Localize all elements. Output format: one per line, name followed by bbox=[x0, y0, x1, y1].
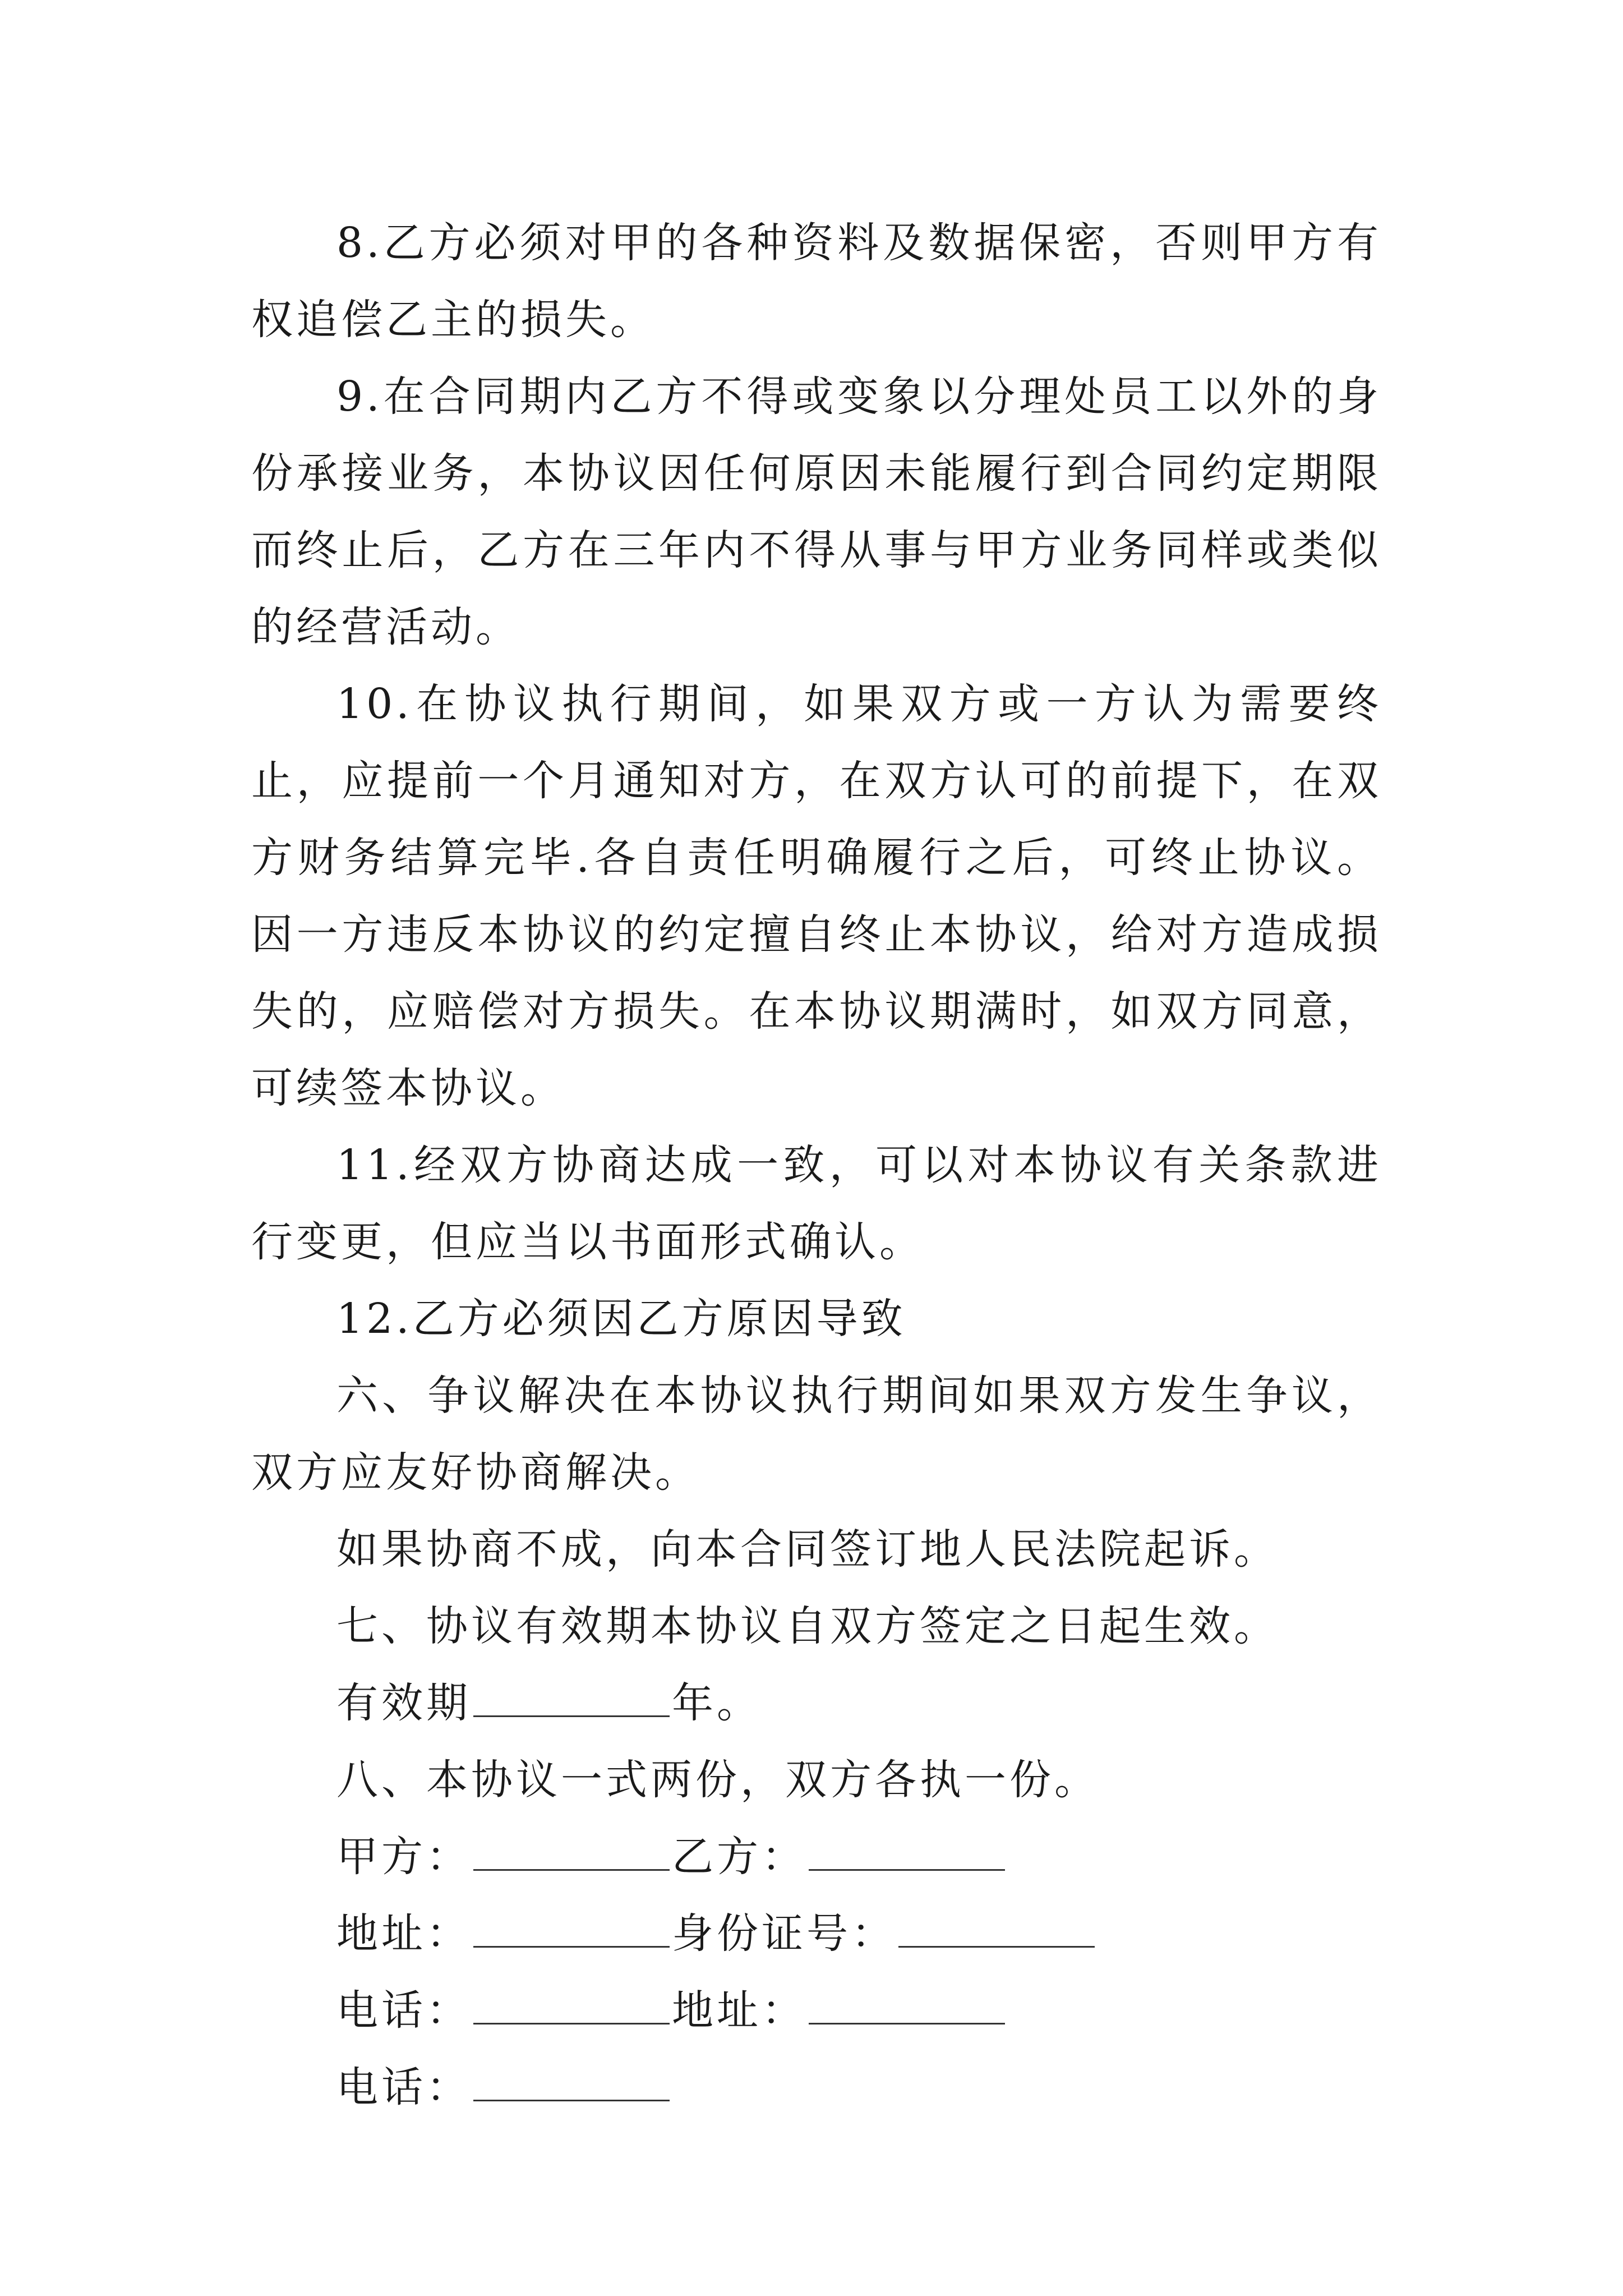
address-b-label: 地址： bbox=[672, 1986, 806, 2035]
dispute-resolution-clause: 六、争议解决在本协议执行期间如果双方发生争议，双方应友好协商解决。 bbox=[251, 1372, 1382, 1497]
copies-clause: 八、本协议一式两份，双方各执一份。 bbox=[336, 1756, 1099, 1804]
party-b-blank[interactable] bbox=[809, 1830, 1005, 1871]
id-number-label: 身份证号： bbox=[672, 1910, 896, 1958]
validity-suffix: 年。 bbox=[672, 1679, 762, 1727]
phone-a-label: 电话： bbox=[336, 1986, 471, 2035]
clause-9: 9.在合同期内乙方不得或变象以分理处员工以外的身份承接业务，本协议因任何原因未能履行到合同约定期限而终止后，乙方在三年内不得从事与甲方业务同样或类似的经营活动。 bbox=[251, 372, 1382, 651]
clause-10: 10.在协议执行期间，如果双方或一方认为需要终止，应提前一个月通知对方，在双方认可的前提下，在双方财务结算完毕.各自责任明确履行之后，可终止协议。因一方违反本协议的约定擅自终止本协议，给对方造成损失的，应赔偿对方损失。在本协议期满时，如双方同意，可续签本协议。 bbox=[251, 680, 1382, 1112]
party-a-label: 甲方： bbox=[336, 1833, 471, 1881]
phone-a-blank[interactable] bbox=[473, 1984, 670, 2024]
phone-b-blank[interactable] bbox=[473, 2060, 670, 2101]
litigation-clause: 如果协商不成，向本合同签订地人民法院起诉。 bbox=[336, 1525, 1279, 1573]
validity-years-blank[interactable] bbox=[473, 1676, 670, 1717]
effective-date-clause: 七、协议有效期本协议自双方签定之日起生效。 bbox=[336, 1602, 1279, 1650]
clause-12: 12.乙方必须因乙方原因导致 bbox=[336, 1295, 906, 1343]
phone-address-line bbox=[251, 1972, 1382, 2049]
id-number-blank[interactable] bbox=[898, 1907, 1095, 1948]
clause-8: 8.乙方必须对甲的各种资料及数据保密，否则甲方有权追偿乙主的损失。 bbox=[251, 219, 1382, 344]
validity-line bbox=[251, 1665, 1382, 1742]
address-b-blank[interactable] bbox=[809, 1984, 1005, 2024]
document-body bbox=[251, 205, 1382, 2126]
party-a-blank[interactable] bbox=[473, 1830, 670, 1871]
party-b-label: 乙方： bbox=[672, 1833, 806, 1881]
address-a-blank[interactable] bbox=[473, 1907, 670, 1948]
validity-prefix: 有效期 bbox=[336, 1679, 471, 1727]
phone-b-label: 电话： bbox=[336, 2063, 471, 2111]
clause-11: 11.经双方协商达成一致，可以对本协议有关条款进行变更，但应当以书面形式确认。 bbox=[251, 1141, 1382, 1266]
phone-line bbox=[251, 2049, 1382, 2126]
address-a-label: 地址： bbox=[336, 1910, 471, 1958]
address-id-line bbox=[251, 1895, 1382, 1972]
party-line bbox=[251, 1819, 1382, 1895]
